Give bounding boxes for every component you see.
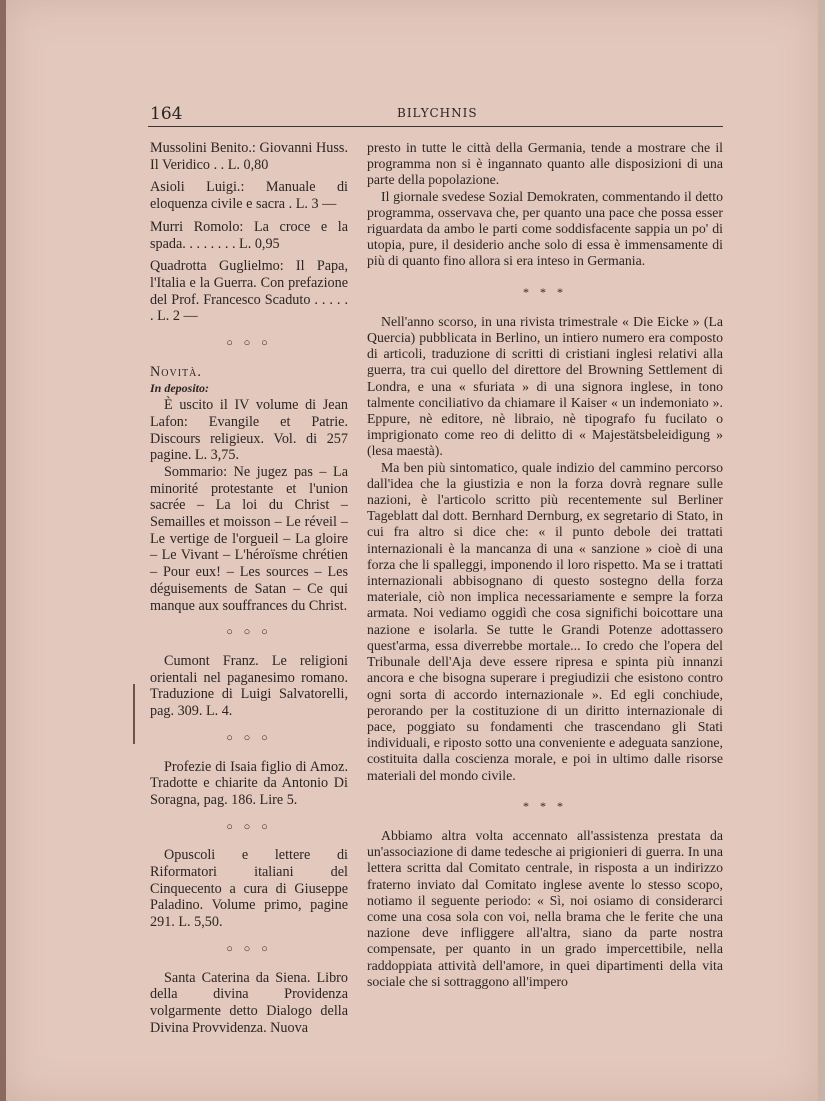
running-head: BILYCHNIS: [397, 106, 478, 120]
paragraph: presto in tutte le città della Germania, tende a mostrare che il programma non si è ingannato quanto alle disposizioni di una parte della popolazione.: [367, 140, 723, 188]
header-rule: [148, 126, 723, 127]
paragraph: Nell'anno scorso, in una rivista trimestrale « Die Eicke » (La Quercia) pubblicata in Berlino, un intiero numero era composto di articoli, traduzione di scritti di cristiani inglesi relativi alla guerra, tra cui quello del direttore del Browning Settlement di Londra, e una « sfuriata » di una signora inglese, in tono talmente conciliativo da chiamare il Kaiser « un indemoniato ». Eppure, nè editore, nè libraio, nè tipografo fu fucilato o imprigionato come reo di delitto di « Majestätsbeleidigung » (lesa maestà).: [367, 313, 723, 459]
deposit-label: In deposito:: [150, 381, 210, 396]
book-entry-caterina: Santa Caterina da Siena. Libro della divina Providenza volgarmente detto Dialogo della Divina Provvidenza. Nuova: [150, 969, 348, 1036]
paragraph: Abbiamo altra volta accennato all'assistenza prestata da un'associazione di dame tedesche ai prigionieri di guerra. In una lettera scritta dal Comitato centrale, in risposta a un indirizzo fraterno inviato dal Comitato inglese avente lo stesso scopo, notiamo il seguente periodo: « Sì, noi osiamo di considerarci come una cosa sola con voi, nella brama che le ferite che una nazione deve infliggere all'altra, siano da parte nostra compensate, per quanto in un grado impercettibile, nella raddoppiata attività dell'amore, in quei dipartimenti della vita sociale che si sottraggono all'impero: [367, 827, 723, 989]
book-entry-murri: Murri Romolo: La croce e la spada. . . . . . . . L. 0,95: [150, 218, 348, 252]
paragraph: Il giornale svedese Sozial Demokraten, commentando il detto programma, osservava che, per quanto una pace che possa esser riguardata da ambo le parti come soddisfacente sappia un po' di utopia, pure, il desiderio anche solo di essa è immensamente di più di quanto fino allora si era inteso in Germania.: [367, 188, 723, 269]
book-entry-cumont: Cumont Franz. Le religioni orientali nel paganesimo romano. Traduzione di Luigi Salvatorelli, pag. 309. L. 4.: [150, 652, 348, 720]
paragraph: Ma ben più sintomatico, quale indizio del cammino percorso dall'idea che la giustizia e non la forza dovrà regnare sulle nazioni, è l'articolo scritto più recentemente sul Berliner Tageblatt dal dott. Bernhard Dernburg, ex segretario di Stato, in cui fra altro si dice che: « il punto debole dei trattati internazionali è la mancanza di una « sanzione » cioè di una forza che li spalleggi, imponendo il loro rispetto. Ma se i trattati internazionali abbisognano di questo sostegno della forza materiale, ciò non implica necessariamente e sempre la forza armata. Noi vediamo oggidì che cosa significhi boicottare una nazione e isolarla. Se tutte le Grandi Potenze adottassero quest'arma, essa diverrebbe mortale... Io credo che l'opera del Tribunale dell'Aja deve essere ripresa e spinta più innanzi ancora e che bisogna superare i pregiudizii che esistono contro ogni sorta di accordo internazionale ». Ed egli conchiude, perorando per la costituzione di un diritto internazionale di pace, poggiato su fondamenti che trascendano gli Stati individuali, e riposto sotto una conveniente e adeguata sanzione, costituita dalla coscienza morale, e poi in ultimo dalle risorse materiali del mondo civile.: [367, 459, 723, 783]
margin-pencil-mark: [133, 684, 135, 744]
ornament-divider: ○ ○ ○: [226, 731, 272, 744]
section-title: Novità.: [150, 363, 202, 380]
section-separator: * * *: [523, 798, 567, 813]
book-entry-riformatori: Opuscoli e lettere di Riformatori italiani del Cinquecento a cura di Giuseppe Paladino. Volume primo, pagine 291. L. 5,50.: [150, 847, 348, 931]
right-column: [367, 140, 723, 990]
book-entry-mussolini: Mussolini Benito.: Giovanni Huss. Il Veridico . . L. 0,80: [150, 140, 348, 173]
ornament-divider: ○ ○ ○: [226, 626, 272, 639]
section-separator: * * *: [523, 284, 567, 299]
book-entry-asioli: Asioli Luigi.: Manuale di eloquenza civile e sacra . L. 3 —: [150, 179, 348, 213]
book-entry-isaia: Profezie di Isaia figlio di Amoz. Tradotte e chiarite da Antonio Di Soragna, pag. 186. Lire 5.: [150, 758, 348, 808]
left-column: [150, 140, 348, 1036]
ornament-divider: ○ ○ ○: [226, 337, 272, 350]
lafon-announcement: È uscito il IV volume di Jean Lafon: Evangile et Patrie. Discours religieux. Vol. di 257 pagine. L. 3,75.: [150, 397, 348, 464]
book-entry-quadrotta: Quadrotta Guglielmo: Il Papa, l'Italia e la Guerra. Con prefazione del Prof. Francesco Scaduto . . . . . . L. 2 —: [150, 258, 348, 325]
page-number: 164: [150, 104, 183, 124]
ornament-divider: ○ ○ ○: [226, 820, 272, 833]
ornament-divider: ○ ○ ○: [226, 942, 272, 955]
lafon-summary: Sommario: Ne jugez pas – La minorité protestante et l'union sacrée – La loi du Christ – Semailles et moisson – Le réveil – Le vertige de l'orgueil – La gloire – Le Vivant – L'héroïsme chrétien – Pour eux! – Les sources – Les déguisements de Satan – Ce qui manque aux souffrances du Christ.: [150, 463, 348, 614]
